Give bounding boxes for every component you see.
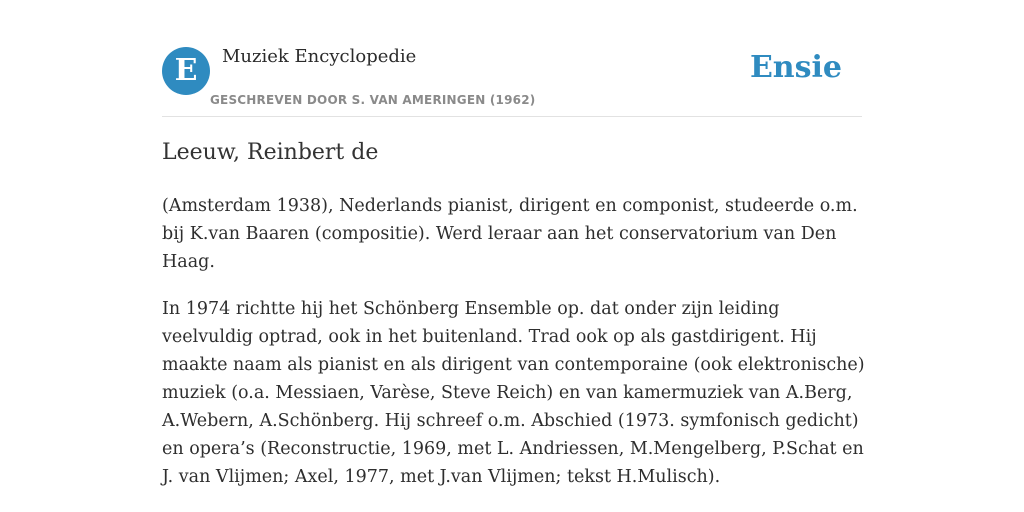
entry-body <box>162 192 872 510</box>
entry-title: Leeuw, Reinbert de <box>162 140 379 165</box>
source-title[interactable]: Muziek Encyclopedie <box>222 46 417 67</box>
page-container <box>162 0 865 487</box>
entry-paragraph: (Amsterdam 1938), Nederlands pianist, dirigent en componist, studeerde o.m. bij K.van Baaren (compositie). Werd leraar aan het conservatorium van Den Haag. <box>162 196 858 272</box>
ensie-logo[interactable]: Ensie <box>749 50 842 85</box>
source-author: GESCHREVEN DOOR S. VAN AMERINGEN (1962) <box>210 93 536 107</box>
source-header <box>162 0 862 117</box>
entry-paragraph: In 1974 richtte hij het Schönberg Ensemble op. dat onder zijn leiding veelvuldig optrad, ook in het buitenland. Trad ook op als gastdirigent. Hij maakte naam als pianist en als dirigent van contemporaine (ook elektronische) muziek (o.a. Messiaen, Varèse, Steve Reich) en van kamermuziek van A.Berg, A.Webern, A.Schönberg. Hij schreef o.m. Abschied (1973. symfonisch gedicht) en opera’s (Reconstructie, 1969, met L. Andriessen, M.Mengelberg, P.Schat en J. van Vlijmen; Axel, 1977, met J.van Vlijmen; tekst H.Mulisch). <box>162 299 865 487</box>
source-logo-icon[interactable]: E <box>162 47 210 95</box>
